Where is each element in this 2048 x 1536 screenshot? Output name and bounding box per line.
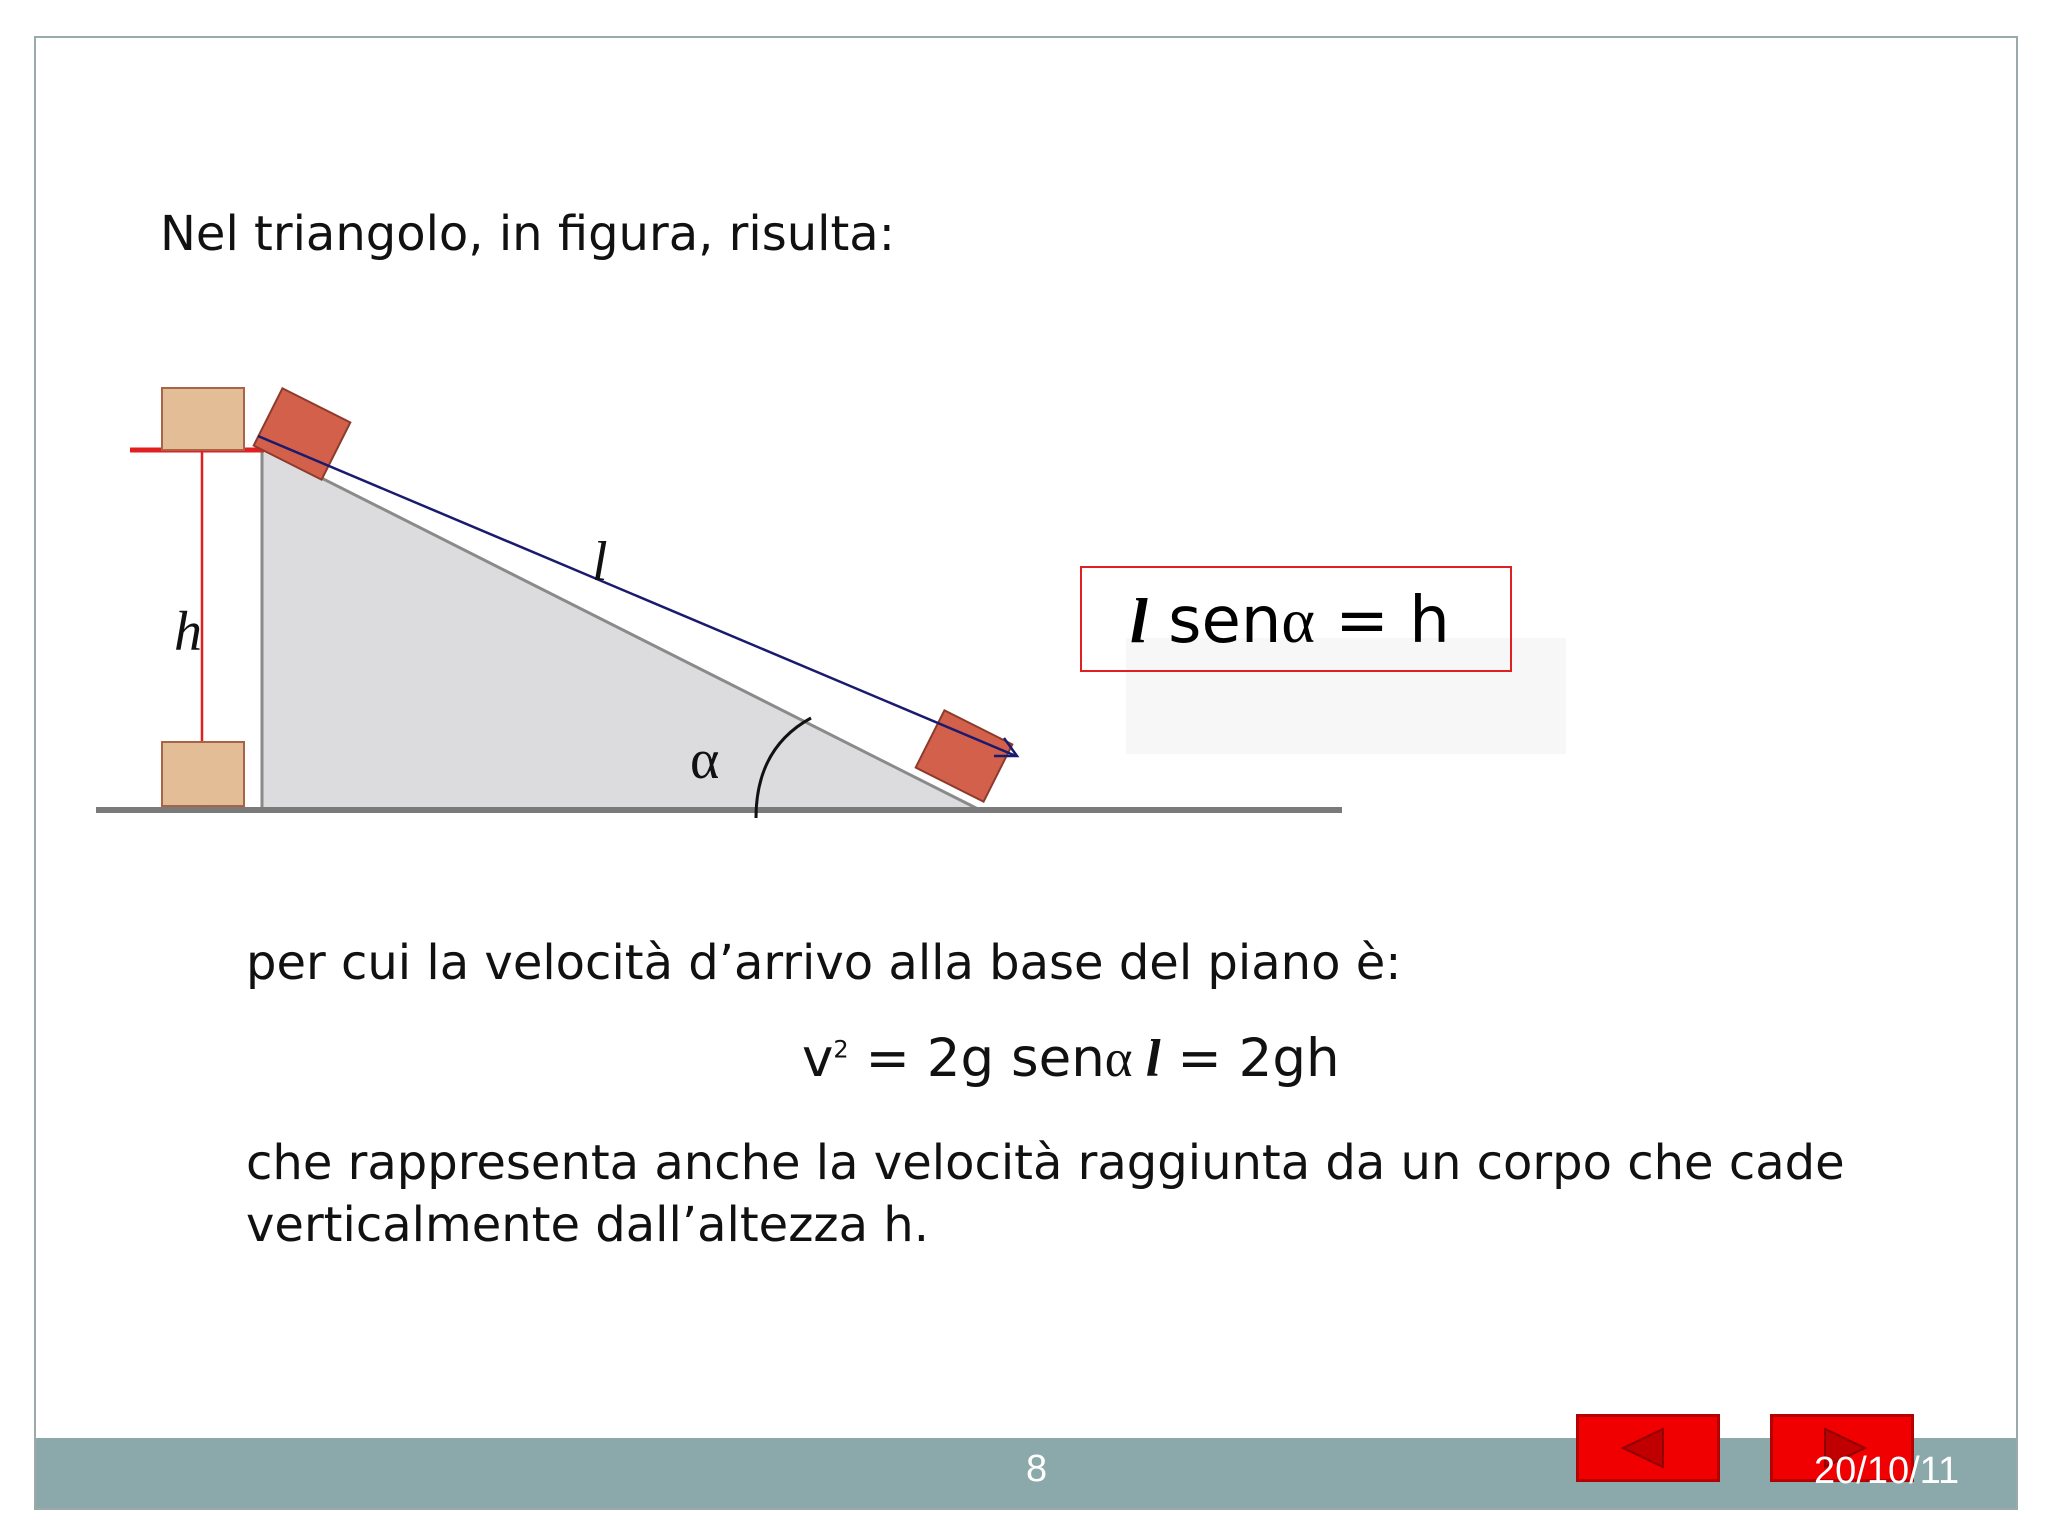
slide [34, 36, 2018, 1510]
formula-l: l [1132, 1030, 1161, 1088]
page-number: 8 [1026, 1448, 1048, 1490]
block-top [162, 388, 244, 450]
text-line-2b: verticalmente dall’altezza h. [246, 1197, 929, 1253]
formula-end: = 2gh [1160, 1028, 1340, 1089]
text-line-2a: che rappresenta anche la velocità raggiunta da un corpo che cade [246, 1135, 1845, 1191]
footer-date: 20/10/11 [1814, 1450, 1960, 1492]
block-bottom [162, 742, 244, 806]
formula-v: v [802, 1028, 834, 1089]
previous-arrow-icon [1579, 1417, 1717, 1479]
label-alpha: α [690, 729, 720, 791]
formula-alpha: α [1104, 1030, 1133, 1088]
text-line-2 [246, 1132, 1845, 1256]
previous-slide-button[interactable] [1576, 1414, 1720, 1482]
label-length: l [592, 531, 608, 593]
formula-box-sen: sen [1147, 584, 1282, 658]
velocity-formula [802, 1028, 1340, 1089]
formula-exponent: 2 [833, 1035, 849, 1064]
text-line-1: per cui la velocità d’arrivo alla base del piano è: [246, 935, 1402, 991]
label-height: h [174, 601, 202, 663]
formula-box [1080, 566, 1512, 672]
formula-box-l: l [1130, 585, 1148, 656]
inclined-plane-wedge [262, 448, 980, 810]
formula-box-rest: = h [1314, 584, 1450, 658]
slide-heading: Nel triangolo, in figura, risulta: [160, 206, 895, 262]
formula-box-alpha: α [1281, 585, 1315, 656]
formula-mid: = 2g sen [848, 1028, 1105, 1089]
